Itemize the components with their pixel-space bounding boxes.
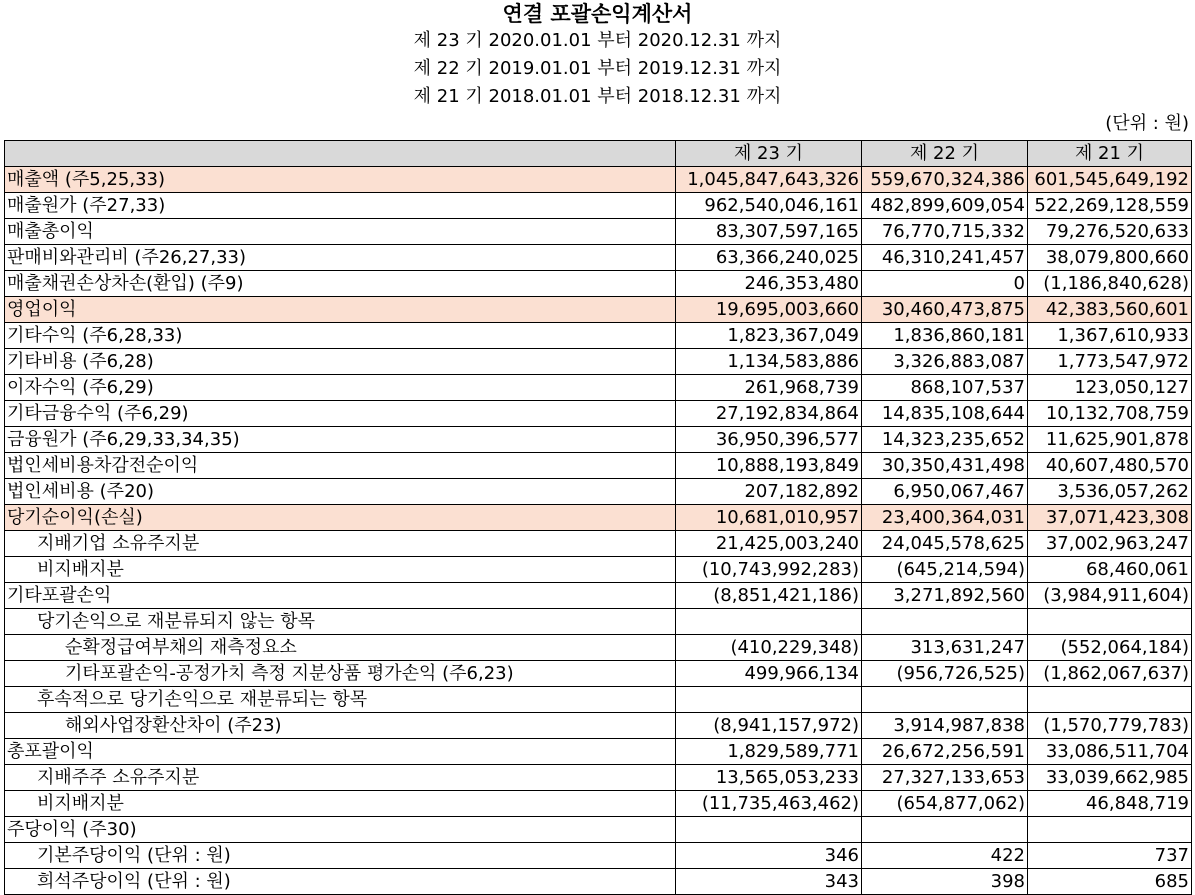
row-label: 기타포괄손익: [5, 583, 676, 609]
table-row: [5, 375, 1192, 401]
row-value-22: 30,460,473,875: [862, 297, 1028, 323]
row-label: 판매비와관리비 (주26,27,33): [5, 245, 676, 271]
row-value-22: 482,899,609,054: [862, 193, 1028, 219]
table-row: [5, 219, 1192, 245]
table-row: [5, 401, 1192, 427]
table-row: [5, 193, 1192, 219]
table-row: [5, 661, 1192, 687]
row-value-23: 261,968,739: [676, 375, 862, 401]
income-statement-table: [4, 140, 1192, 895]
row-value-23: (410,229,348): [676, 635, 862, 661]
row-value-21: (1,186,840,628): [1028, 271, 1192, 297]
row-label: 총포괄이익: [5, 739, 676, 765]
row-label: 기타수익 (주6,28,33): [5, 323, 676, 349]
table-row: [5, 687, 1192, 713]
row-value-21: (3,984,911,604): [1028, 583, 1192, 609]
row-value-22: [862, 609, 1028, 635]
row-value-22: 24,045,578,625: [862, 531, 1028, 557]
header-period-23: 제 23 기: [676, 141, 862, 167]
row-value-23: 962,540,046,161: [676, 193, 862, 219]
row-label: 매출총이익: [5, 219, 676, 245]
header-row: [5, 141, 1192, 167]
row-value-21: 1,367,610,933: [1028, 323, 1192, 349]
row-value-22: [862, 817, 1028, 843]
row-value-22: 46,310,241,457: [862, 245, 1028, 271]
row-value-23: [676, 817, 862, 843]
row-value-23: 21,425,003,240: [676, 531, 862, 557]
row-value-23: 1,829,589,771: [676, 739, 862, 765]
row-value-21: (1,862,067,637): [1028, 661, 1192, 687]
row-value-21: 33,039,662,985: [1028, 765, 1192, 791]
row-label: 법인세비용 (주20): [5, 479, 676, 505]
table-row: [5, 297, 1192, 323]
row-value-21: (1,570,779,783): [1028, 713, 1192, 739]
row-value-22: 1,836,860,181: [862, 323, 1028, 349]
row-value-22: 76,770,715,332: [862, 219, 1028, 245]
row-label: 해외사업장환산차이 (주23): [5, 713, 676, 739]
row-value-21: 79,276,520,633: [1028, 219, 1192, 245]
table-row: [5, 869, 1192, 895]
row-value-22: 398: [862, 869, 1028, 895]
row-value-23: (10,743,992,283): [676, 557, 862, 583]
row-value-23: 1,045,847,643,326: [676, 167, 862, 193]
row-label: 이자수익 (주6,29): [5, 375, 676, 401]
row-value-22: 30,350,431,498: [862, 453, 1028, 479]
row-label: 비지배지분: [5, 791, 676, 817]
row-value-21: 601,545,649,192: [1028, 167, 1192, 193]
row-value-23: [676, 609, 862, 635]
row-value-21: 1,773,547,972: [1028, 349, 1192, 375]
row-value-22: (654,877,062): [862, 791, 1028, 817]
row-label: 기본주당이익 (단위 : 원): [5, 843, 676, 869]
row-value-21: 68,460,061: [1028, 557, 1192, 583]
row-label: 당기순이익(손실): [5, 505, 676, 531]
row-label: 주당이익 (주30): [5, 817, 676, 843]
row-value-23: 1,823,367,049: [676, 323, 862, 349]
row-value-23: 36,950,396,577: [676, 427, 862, 453]
row-value-22: (956,726,525): [862, 661, 1028, 687]
row-value-23: (8,851,421,186): [676, 583, 862, 609]
table-row: [5, 505, 1192, 531]
row-value-22: 14,323,235,652: [862, 427, 1028, 453]
row-label: 순확정급여부채의 재측정요소: [5, 635, 676, 661]
row-value-21: 40,607,480,570: [1028, 453, 1192, 479]
row-value-23: (8,941,157,972): [676, 713, 862, 739]
row-value-23: 27,192,834,864: [676, 401, 862, 427]
unit-label: (단위 : 원): [1105, 113, 1189, 134]
table-row: [5, 245, 1192, 271]
table-row: [5, 843, 1192, 869]
row-value-22: 3,326,883,087: [862, 349, 1028, 375]
row-value-22: 0: [862, 271, 1028, 297]
row-value-23: 10,888,193,849: [676, 453, 862, 479]
row-value-21: [1028, 609, 1192, 635]
row-value-23: 246,353,480: [676, 271, 862, 297]
row-label: 후속적으로 당기손익으로 재분류되는 항목: [5, 687, 676, 713]
row-value-22: 422: [862, 843, 1028, 869]
period-line-21: 제 21 기 2018.01.01 부터 2018.12.31 까지: [413, 86, 782, 107]
row-value-22: 6,950,067,467: [862, 479, 1028, 505]
row-value-21: [1028, 687, 1192, 713]
table-row: [5, 349, 1192, 375]
row-value-22: 3,271,892,560: [862, 583, 1028, 609]
row-label: 기타포괄손익-공정가치 측정 지분상품 평가손익 (주6,23): [5, 661, 676, 687]
table-row: [5, 583, 1192, 609]
row-label: 지배기업 소유주지분: [5, 531, 676, 557]
row-value-21: 42,383,560,601: [1028, 297, 1192, 323]
row-value-22: 14,835,108,644: [862, 401, 1028, 427]
table-row: [5, 427, 1192, 453]
row-value-23: 1,134,583,886: [676, 349, 862, 375]
table-row: [5, 557, 1192, 583]
table-row: [5, 739, 1192, 765]
header-period-22: 제 22 기: [862, 141, 1028, 167]
row-value-23: 83,307,597,165: [676, 219, 862, 245]
row-label: 매출원가 (주27,33): [5, 193, 676, 219]
row-value-23: 13,565,053,233: [676, 765, 862, 791]
table-row: [5, 323, 1192, 349]
table-row: [5, 479, 1192, 505]
statement-title: 연결 포괄손익계산서: [502, 2, 693, 26]
row-value-23: [676, 687, 862, 713]
table-row: [5, 167, 1192, 193]
table-row: [5, 531, 1192, 557]
row-value-21: 522,269,128,559: [1028, 193, 1192, 219]
row-label: 비지배지분: [5, 557, 676, 583]
row-label: 기타금융수익 (주6,29): [5, 401, 676, 427]
table-row: [5, 271, 1192, 297]
row-label: 기타비용 (주6,28): [5, 349, 676, 375]
row-value-22: 3,914,987,838: [862, 713, 1028, 739]
row-value-22: 26,672,256,591: [862, 739, 1028, 765]
table-row: [5, 453, 1192, 479]
row-value-22: 559,670,324,386: [862, 167, 1028, 193]
row-value-21: 37,002,963,247: [1028, 531, 1192, 557]
row-value-21: 123,050,127: [1028, 375, 1192, 401]
row-value-23: 499,966,134: [676, 661, 862, 687]
row-label: 희석주당이익 (단위 : 원): [5, 869, 676, 895]
row-label: 매출채권손상차손(환입) (주9): [5, 271, 676, 297]
table-row: [5, 765, 1192, 791]
row-value-21: 10,132,708,759: [1028, 401, 1192, 427]
row-value-23: 346: [676, 843, 862, 869]
row-value-21: 11,625,901,878: [1028, 427, 1192, 453]
row-label: 영업이익: [5, 297, 676, 323]
table-row: [5, 635, 1192, 661]
row-value-21: 685: [1028, 869, 1192, 895]
row-value-21: 38,079,800,660: [1028, 245, 1192, 271]
row-value-22: (645,214,594): [862, 557, 1028, 583]
table-body: [5, 167, 1192, 895]
table-row: [5, 713, 1192, 739]
row-value-22: 868,107,537: [862, 375, 1028, 401]
table-row: [5, 609, 1192, 635]
row-value-22: 313,631,247: [862, 635, 1028, 661]
row-value-23: 63,366,240,025: [676, 245, 862, 271]
period-line-22: 제 22 기 2019.01.01 부터 2019.12.31 까지: [413, 58, 782, 79]
row-value-23: 19,695,003,660: [676, 297, 862, 323]
row-label: 법인세비용차감전순이익: [5, 453, 676, 479]
row-value-21: 737: [1028, 843, 1192, 869]
row-label: 지배주주 소유주지분: [5, 765, 676, 791]
header-label-cell: [5, 141, 676, 167]
row-value-21: 3,536,057,262: [1028, 479, 1192, 505]
row-value-23: 10,681,010,957: [676, 505, 862, 531]
row-label: 당기손익으로 재분류되지 않는 항목: [5, 609, 676, 635]
row-value-22: 23,400,364,031: [862, 505, 1028, 531]
table-row: [5, 817, 1192, 843]
row-value-21: 33,086,511,704: [1028, 739, 1192, 765]
row-value-21: [1028, 817, 1192, 843]
row-value-21: 46,848,719: [1028, 791, 1192, 817]
row-value-23: 207,182,892: [676, 479, 862, 505]
row-value-23: 343: [676, 869, 862, 895]
header-period-21: 제 21 기: [1028, 141, 1192, 167]
row-value-23: (11,735,463,462): [676, 791, 862, 817]
row-value-22: 27,327,133,653: [862, 765, 1028, 791]
table-row: [5, 791, 1192, 817]
row-label: 매출액 (주5,25,33): [5, 167, 676, 193]
period-line-23: 제 23 기 2020.01.01 부터 2020.12.31 까지: [413, 30, 782, 51]
row-value-21: 37,071,423,308: [1028, 505, 1192, 531]
row-value-21: (552,064,184): [1028, 635, 1192, 661]
row-value-22: [862, 687, 1028, 713]
statement-header: [0, 0, 1195, 111]
row-label: 금융원가 (주6,29,33,34,35): [5, 427, 676, 453]
